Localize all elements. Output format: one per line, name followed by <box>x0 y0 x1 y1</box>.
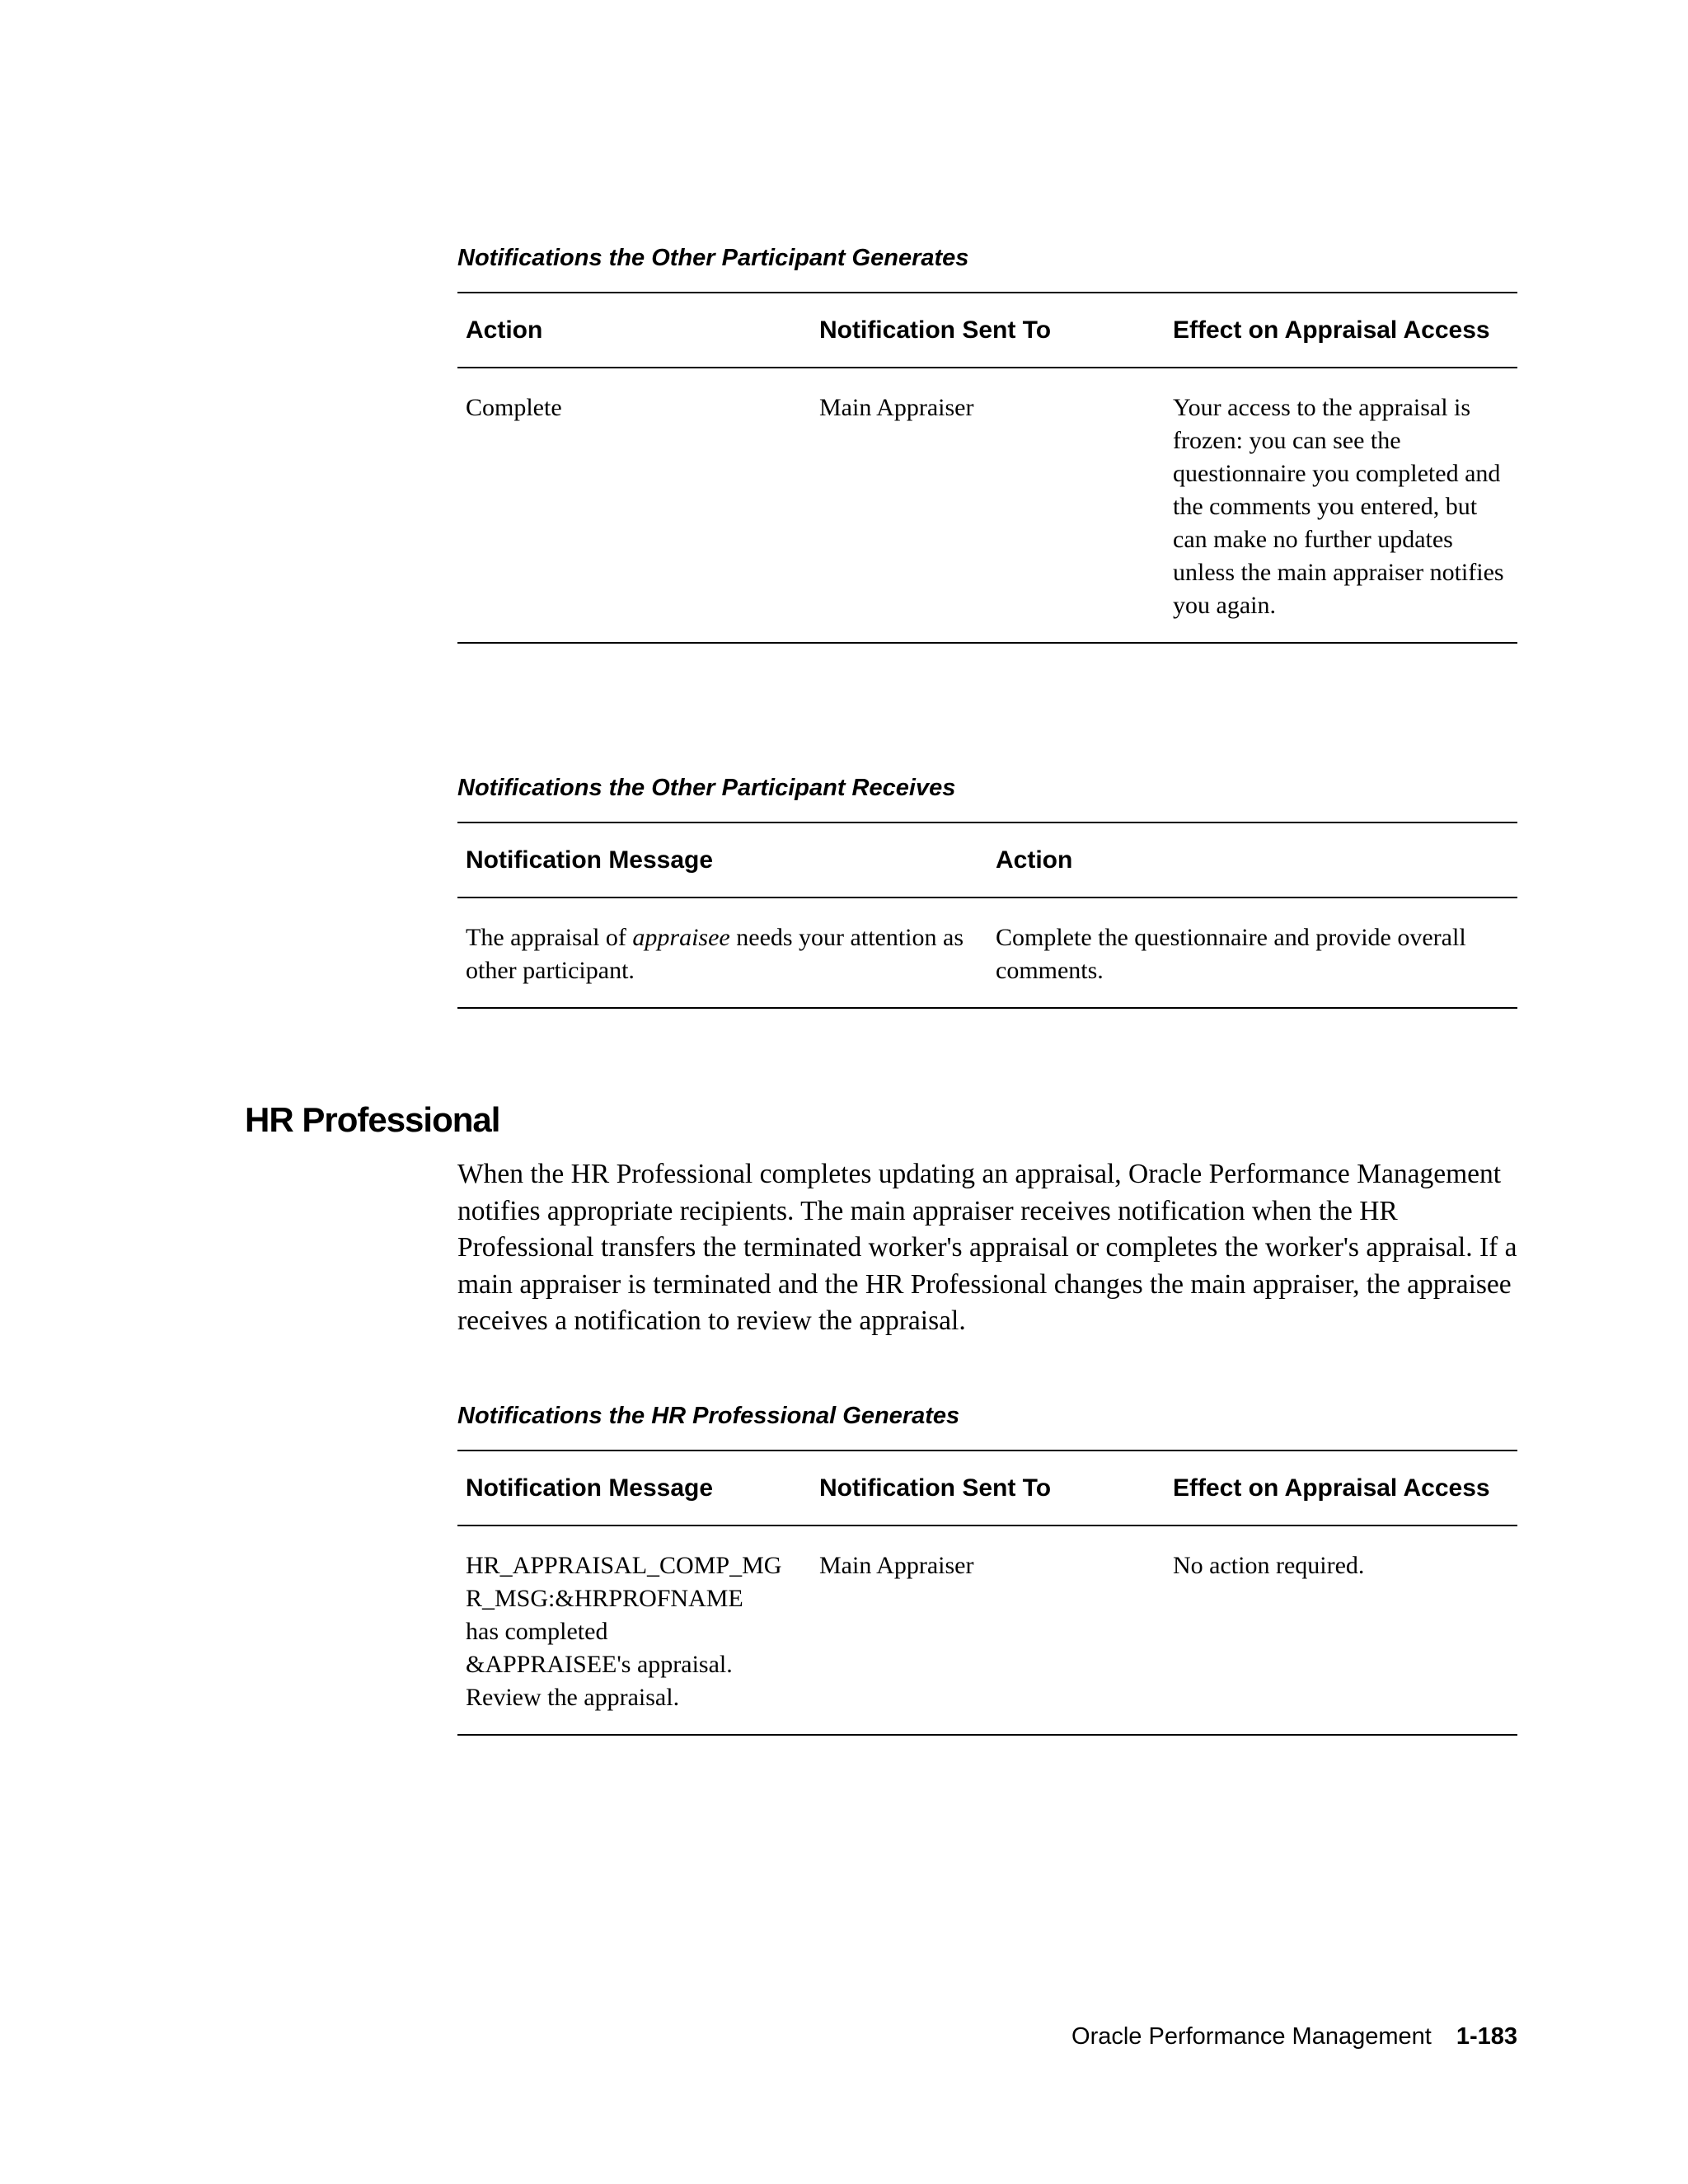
footer-title: Oracle Performance Management <box>1071 2023 1432 2050</box>
cell-effect-on-access: Your access to the appraisal is frozen: you can see the questionnaire you completed and the comments you entered, but can make no further updates unless the main appraiser notifies you again. <box>1165 368 1517 643</box>
column-header-notification-sent-to: Notification Sent To <box>811 293 1165 368</box>
message-italic-term: appraisee <box>632 924 730 951</box>
column-header-notification-sent-to: Notification Sent To <box>811 1451 1165 1526</box>
table-hr-professional-generates <box>457 1450 1517 1736</box>
column-header-notification-message: Notification Message <box>457 823 987 898</box>
cell-action: Complete <box>457 368 811 643</box>
column-header-effect-on-appraisal-access: Effect on Appraisal Access <box>1165 293 1517 368</box>
cell-notification-message <box>457 898 987 1008</box>
column-header-action: Action <box>987 823 1517 898</box>
cell-notification-message <box>457 1526 811 1735</box>
table-row <box>457 368 1517 643</box>
message-text: needs your attention as other participant. <box>466 924 964 984</box>
table-row <box>457 898 1517 1008</box>
page-footer <box>1071 2025 1517 2049</box>
table-other-participant-receives <box>457 822 1517 1009</box>
table2-caption: Notifications the Other Participant Receives <box>457 775 956 801</box>
column-header-effect-on-appraisal-access: Effect on Appraisal Access <box>1165 1451 1517 1526</box>
message-line: Review the appraisal. <box>466 1684 680 1711</box>
table-header-row <box>457 1451 1517 1526</box>
section-heading: HR Professional <box>245 1100 500 1139</box>
table-header-row <box>457 293 1517 368</box>
cell-notification-sent-to: Main Appraiser <box>811 1526 1165 1735</box>
page-number: 1-183 <box>1456 2023 1517 2050</box>
table-header-row <box>457 823 1517 898</box>
cell-action: Complete the questionnaire and provide overall comments. <box>987 898 1517 1008</box>
cell-notification-sent-to: Main Appraiser <box>811 368 1165 643</box>
table3-caption: Notifications the HR Professional Generates <box>457 1403 960 1429</box>
table-other-participant-generates <box>457 292 1517 644</box>
cell-effect-on-access: No action required. <box>1165 1526 1517 1735</box>
message-text: The appraisal of <box>466 924 633 951</box>
table-row <box>457 1526 1517 1735</box>
column-header-action: Action <box>457 293 811 368</box>
message-line: R_MSG:&HRPROFNAME <box>466 1585 743 1612</box>
section-paragraph: When the HR Professional completes updating an appraisal, Oracle Performance Management notifies appropriate recipients. The main appraiser receives notification when the HR Professional transfers the terminated worker's appraisal or completes the worker's appraisal. If a main appraiser is terminated and the HR Professional changes the main appraiser, the appraisee receives a notification to review the appraisal. <box>457 1159 1517 1336</box>
message-line: has completed <box>466 1618 608 1645</box>
table1-caption: Notifications the Other Participant Generates <box>457 245 969 271</box>
message-line: &APPRAISEE's appraisal. <box>466 1651 733 1678</box>
message-line: HR_APPRAISAL_COMP_MG <box>466 1552 782 1579</box>
column-header-notification-message: Notification Message <box>457 1451 811 1526</box>
